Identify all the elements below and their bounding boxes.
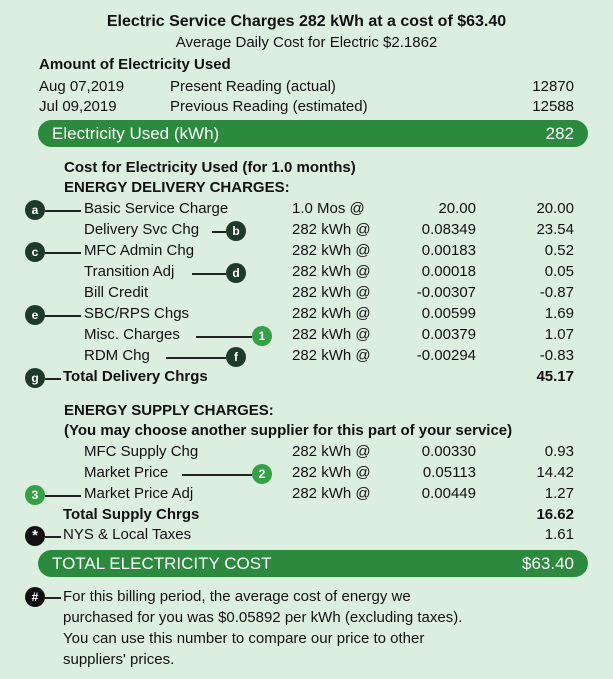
marker-g-icon: g <box>25 368 45 388</box>
charge-amount: 1.07 <box>544 326 574 343</box>
charge-amount: 20.00 <box>536 200 574 217</box>
charge-rate: 0.08349 <box>421 221 476 238</box>
charge-rate: 0.00449 <box>421 485 476 502</box>
footnote-line: You can use this number to compare our price to other <box>63 630 425 647</box>
charge-qty: 282 kWh @ <box>292 485 371 502</box>
charge-amount: 0.52 <box>544 242 574 259</box>
marker-1-icon: 1 <box>252 326 272 346</box>
charge-name: MFC Supply Chg <box>84 443 199 460</box>
footnote-line: purchased for you was $0.05892 per kWh (excluding taxes). <box>63 609 463 626</box>
charge-rate: 0.00379 <box>421 326 476 343</box>
total-cost-label: TOTAL ELECTRICITY COST <box>52 554 272 573</box>
marker-f-icon: f <box>226 347 246 367</box>
charge-name: Transition Adj <box>84 263 175 280</box>
leader-line <box>182 474 252 476</box>
charge-name: Delivery Svc Chg <box>84 221 200 238</box>
marker-c-icon: c <box>25 242 45 262</box>
bill-title: Electric Service Charges 282 kWh at a cost of $63.40 <box>106 13 507 30</box>
marker-e-icon: e <box>25 305 45 325</box>
marker-b-icon: b <box>226 221 246 241</box>
footnote-line: For this billing period, the average cost of energy we <box>63 588 411 605</box>
leader-line <box>45 378 61 380</box>
leader-line <box>45 315 81 317</box>
charge-rate: -0.00294 <box>416 347 476 364</box>
amount-heading: Amount of Electricity Used <box>39 56 231 73</box>
charge-name: Market Price <box>84 464 169 481</box>
charge-qty: 282 kWh @ <box>292 284 371 301</box>
charge-amount: 14.42 <box>536 464 574 481</box>
reading-label: Previous Reading (estimated) <box>170 98 368 115</box>
reading-value: 12870 <box>532 78 574 95</box>
average-daily-cost: Average Daily Cost for Electric $2.1862 <box>175 34 438 51</box>
charge-name: RDM Chg <box>84 347 150 364</box>
total-supply-label: Total Supply Chrgs <box>63 506 200 523</box>
charge-rate: -0.00307 <box>416 284 476 301</box>
leader-line <box>45 597 61 599</box>
marker-asterisk-icon: * <box>25 526 45 546</box>
footnote-line: suppliers' prices. <box>63 651 175 668</box>
total-cost-value: $63.40 <box>522 554 574 573</box>
marker-hash-icon: # <box>25 587 45 607</box>
charge-qty: 282 kWh @ <box>292 263 371 280</box>
charge-qty: 282 kWh @ <box>292 347 371 364</box>
charge-rate: 0.00599 <box>421 305 476 322</box>
marker-3-icon: 3 <box>25 485 45 505</box>
charge-qty: 282 kWh @ <box>292 326 371 343</box>
reading-label: Present Reading (actual) <box>170 78 336 95</box>
leader-line <box>192 273 226 275</box>
charge-rate: 0.00018 <box>421 263 476 280</box>
charge-amount: 1.27 <box>544 485 574 502</box>
cost-heading: Cost for Electricity Used (for 1.0 months) <box>64 159 356 176</box>
supply-heading: ENERGY SUPPLY CHARGES: <box>64 402 274 419</box>
charge-amount: 0.05 <box>544 263 574 280</box>
charge-amount: -0.87 <box>539 284 574 301</box>
leader-line <box>166 357 226 359</box>
total-delivery-label: Total Delivery Chrgs <box>63 368 208 385</box>
charge-qty: 282 kWh @ <box>292 242 371 259</box>
charge-qty: 282 kWh @ <box>292 221 371 238</box>
charge-qty: 282 kWh @ <box>292 305 371 322</box>
supply-note: (You may choose another supplier for this part of your service) <box>64 422 513 439</box>
electricity-used-value: 282 <box>545 124 574 143</box>
electricity-used-label: Electricity Used (kWh) <box>52 124 220 143</box>
charge-name: Bill Credit <box>84 284 149 301</box>
reading-date: Aug 07,2019 <box>39 78 125 95</box>
charge-name: SBC/RPS Chgs <box>84 305 190 322</box>
charge-amount: 0.93 <box>544 443 574 460</box>
leader-line <box>45 210 81 212</box>
charge-rate: 0.00330 <box>421 443 476 460</box>
leader-line <box>212 231 226 233</box>
leader-line <box>45 495 81 497</box>
leader-line <box>45 536 61 538</box>
total-delivery-value: 45.17 <box>536 368 574 385</box>
charge-name: Market Price Adj <box>84 485 194 502</box>
reading-date: Jul 09,2019 <box>39 98 117 115</box>
marker-2-icon: 2 <box>252 464 272 484</box>
charge-amount: -0.83 <box>539 347 574 364</box>
charge-amount: 1.69 <box>544 305 574 322</box>
leader-line <box>45 252 81 254</box>
marker-a-icon: a <box>25 200 45 220</box>
charge-rate: 20.00 <box>438 200 476 217</box>
delivery-heading: ENERGY DELIVERY CHARGES: <box>64 179 290 196</box>
charge-rate: 0.05113 <box>422 464 476 481</box>
charge-qty: 1.0 Mos @ <box>292 200 365 217</box>
taxes-label: NYS & Local Taxes <box>63 526 192 543</box>
charge-name: MFC Admin Chg <box>84 242 195 259</box>
electricity-used-bar <box>38 120 588 147</box>
leader-line <box>196 336 252 338</box>
charge-name: Basic Service Charge <box>84 200 229 217</box>
taxes-value: 1.61 <box>544 526 574 543</box>
charge-qty: 282 kWh @ <box>292 443 371 460</box>
total-electricity-cost-bar <box>38 550 588 577</box>
charge-rate: 0.00183 <box>421 242 476 259</box>
marker-d-icon: d <box>226 263 246 283</box>
charge-name: Misc. Charges <box>84 326 180 343</box>
reading-value: 12588 <box>532 98 574 115</box>
charge-amount: 23.54 <box>536 221 574 238</box>
total-supply-value: 16.62 <box>536 506 574 523</box>
charge-qty: 282 kWh @ <box>292 464 371 481</box>
